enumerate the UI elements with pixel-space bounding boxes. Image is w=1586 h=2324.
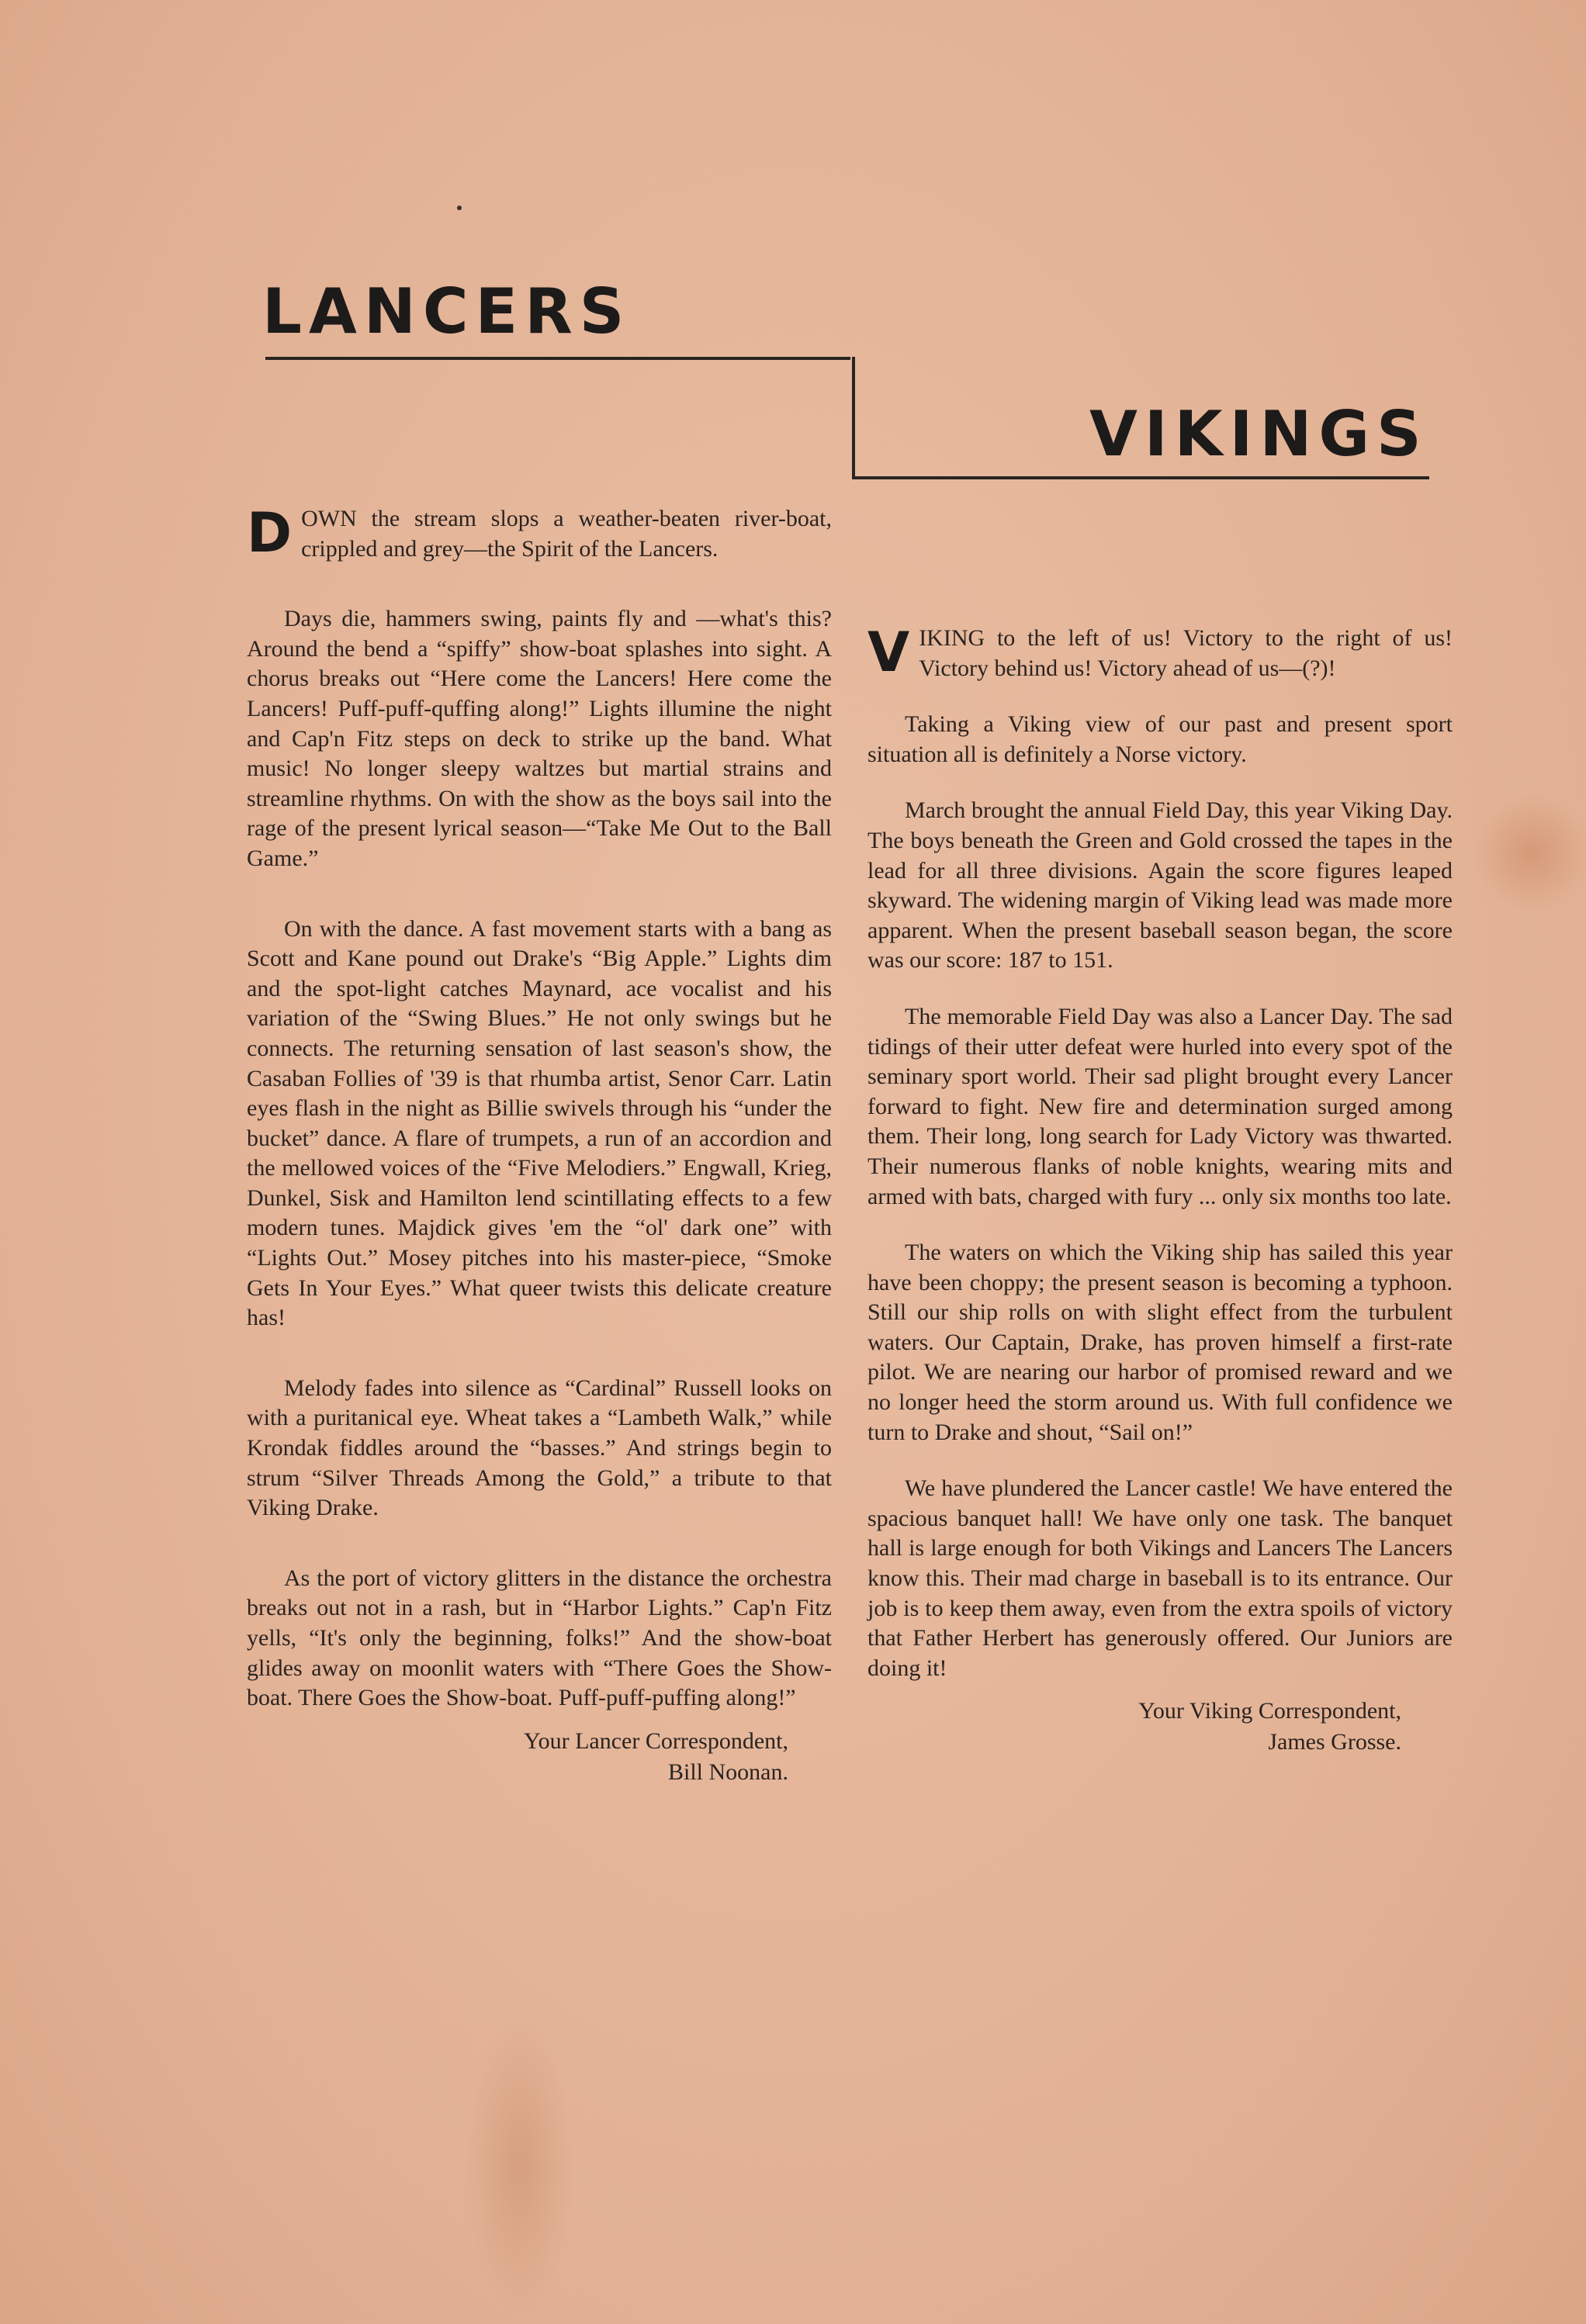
paper-stain <box>1474 791 1586 915</box>
lancers-signature <box>247 1726 832 1788</box>
drop-cap: V <box>867 621 910 684</box>
signature-line: Your Lancer Correspondent, <box>523 1727 788 1754</box>
signature-name: James Grosse. <box>1268 1729 1401 1755</box>
lancers-paragraph: Melody fades into silence as “Cardinal” Russell looks on with a puritanical eye. Wheat takes a “Lambeth Walk,” while Krondak fiddles around the “basses.” And strings begin to strum “Silver Threads Among the Gold,” a tribute to that Viking Drake. <box>247 1375 832 1521</box>
vikings-paragraph: The memorable Field Day was also a Lancer Day. The sad tidings of their utter defeat were hurled into every spot of the seminary sport world. Their sad plight brought every Lancer forward to fight. New fire and determination surged among them. Their long, long search for Lady Victory was thwarted. Their numerous flanks of noble knights, wearing mits and armed with bats, charged with fury ... only six months too late. <box>867 1003 1453 1209</box>
vikings-paragraph: The waters on which the Viking ship has sailed this year have been choppy; the present season is becoming a typhoon. Still our ship rolls on with slight effect from the turbulent waters. Our Captain, Drake, has proven himself a first-rate pilot. We are nearing our harbor of promised reward and we no longer heed the storm around us. With full confidence we turn to Drake and shout, “Sail on!” <box>867 1240 1453 1445</box>
signature-line: Your Viking Correspondent, <box>1138 1698 1401 1724</box>
lancers-paragraph: As the port of victory glitters in the distance the orchestra breaks out not in a rash, but in “Harbor Lights.” Cap'n Fitz yells, “It's only the beginning, folks!” And the show-boat glides away on moonlit waters with “There Goes the Show-boat. There Goes the Show-boat. Puff-puff-puffing along!” <box>247 1565 832 1711</box>
lancers-paragraph: Days die, hammers swing, paints fly and —what's this? Around the bend a “spiffy” show-boat splashes into sight. A chorus breaks out “Here come the Lancers! Here come the Lancers! Puff-puff-quffing along!” Lights illumine the night and Cap'n Fitz steps on deck to strike up the band. What music! No longer sleepy waltzes but martial strains and streamline rhythms. On with the show as the boys sail into the rage of the present lyrical season—“Take Me Out to the Ball Game.” <box>247 606 832 871</box>
vikings-signature <box>867 1696 1453 1758</box>
vikings-paragraph: Taking a Viking view of our past and present sport situation all is definitely a Norse victory. <box>867 711 1453 767</box>
lancers-heading: LANCERS <box>262 275 632 348</box>
vikings-column <box>867 621 1453 1758</box>
paragraph-text: March brought the annual Field Day, this year Viking Day. The boys beneath the Green and Gold crossed the tapes in the lead for all three divisions. Again the score figures leaped skyward. The widening margin of Viking lead was made more apparent. When the present baseball season began, the score was our score: 187 to 151. <box>867 797 1453 974</box>
vikings-paragraph <box>867 796 1453 976</box>
vikings-paragraph <box>867 621 1453 684</box>
heading-rule-left <box>265 357 850 360</box>
lancers-paragraph <box>247 501 832 565</box>
ink-dot <box>457 206 462 210</box>
lancers-column <box>247 501 832 1788</box>
lancers-paragraph: On with the dance. A fast movement starts with a bang as Scott and Kane pound out Drake's “Big Apple.” Lights dim and the spot-light catches Maynard, ace vocalist and his variation of the “Swing Blues.” He not only swings but he connects. The returning sensation of last season's show, the Casaban Follies of '39 is that rhumba artist, Senor Carr. Latin eyes flash in the night as Billie swivels through his “under the bucket” dance. A flare of trumpets, a run of an accordion and the mellowed voices of the “Five Melodiers.” Engwall, Krieg, Dunkel, Sisk and Hamilton lend scintillating effects to a few modern tunes. Majdick gives 'em the “ol' dark one” with “Lights Out.” Mosey pitches into his master-piece, “Smoke Gets In Your Eyes.” What queer twists this delicate creature has! <box>247 915 832 1331</box>
vikings-heading: VIKINGS <box>1089 398 1428 470</box>
paper-stain <box>466 2017 574 2319</box>
paragraph-text: OWN the stream slops a weather-beaten river-boat, crippled and grey—the Spirit of the Lancers. <box>301 506 832 562</box>
heading-rule-divider <box>852 357 855 479</box>
vikings-paragraph: We have plundered the Lancer castle! We have entered the spacious banquet hall! We have only one task. The banquet hall is large enough for both Vikings and Lancers The Lancers know this. Their mad charge in baseball is to its entrance. Our job is to keep them away, even from the extra spoils of victory that Father Herbert has generously offered. Our Juniors are doing it! <box>867 1475 1453 1681</box>
paragraph-text: IKING to the left of us! Victory to the right of us! Victory behind us! Victory ahead of us—(?)! <box>919 625 1453 681</box>
drop-cap: D <box>247 501 293 565</box>
signature-name: Bill Noonan. <box>668 1759 788 1785</box>
heading-rule-right <box>852 476 1429 479</box>
